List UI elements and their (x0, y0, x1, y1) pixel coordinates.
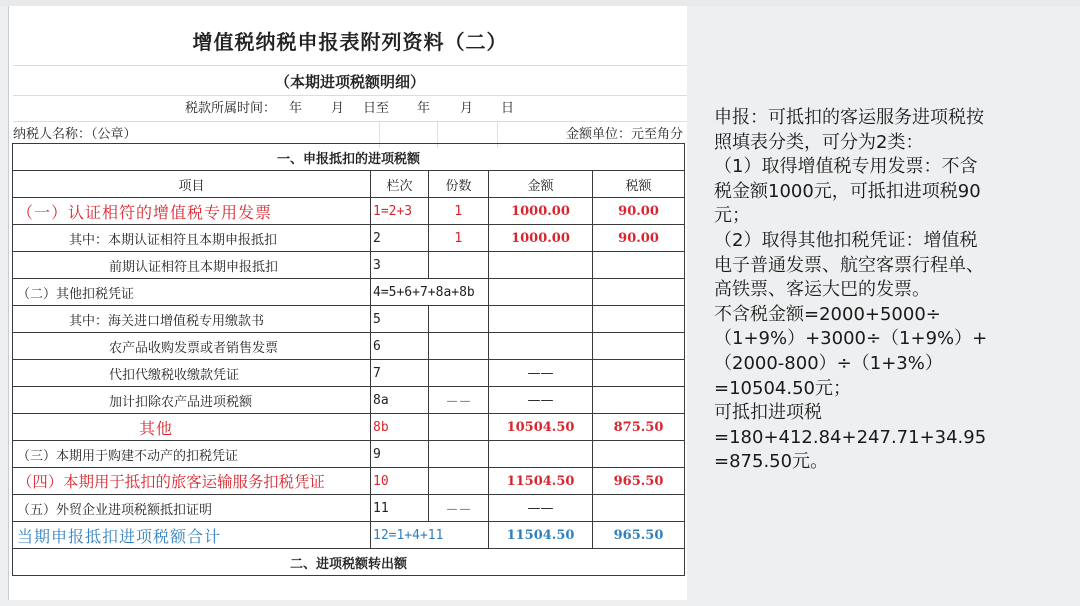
row-tax (593, 360, 685, 387)
row-item: 农产品收购发票或者销售发票 (13, 333, 371, 360)
table-row-total (13, 522, 685, 549)
row-tax (593, 279, 685, 306)
col-header-line: 栏次 (371, 171, 429, 198)
section-header-row (13, 144, 685, 171)
row-amount: —— (489, 387, 593, 414)
note-line: 照填表分类，可分为2类： (714, 131, 924, 153)
note-line: 申报：可抵扣的客运服务进项税按 (714, 107, 984, 128)
period-year-end: 年 (417, 101, 431, 116)
note-line: 高铁票、客运大巴的发票。 (714, 279, 930, 301)
row-item: （五）外贸企业进项税额抵扣证明 (13, 495, 371, 522)
note-line: （1）取得增值税专用发票：不含 (714, 156, 978, 178)
row-code: 6 (371, 333, 429, 360)
note-line: （2000-800）÷（1+3%） (714, 352, 943, 374)
row-tax: 875.50 (593, 414, 685, 441)
row-code: 11 (371, 495, 429, 522)
table-row (13, 333, 685, 360)
period-label: 税款所属时间： (185, 101, 277, 116)
note-line: （2）取得其他扣税凭证：增值税 (714, 229, 978, 251)
row-item: （三）本期用于购建不动产的扣税凭证 (13, 441, 371, 468)
table-row (13, 441, 685, 468)
note-line: 不含税金额=2000+5000÷ (714, 303, 941, 325)
row-code: 1=2+3 (371, 198, 429, 225)
table-row (13, 306, 685, 333)
row-tax (593, 495, 685, 522)
row-code: 10 (371, 468, 429, 495)
row-tax: 90.00 (593, 225, 685, 252)
row-count (429, 333, 489, 360)
row-code: 3 (371, 252, 429, 279)
row-amount: —— (489, 495, 593, 522)
col-header-tax: 税额 (593, 171, 685, 198)
row-count: －－ (429, 387, 489, 414)
row-amount (489, 333, 593, 360)
row-item: 代扣代缴税收缴款凭证 (13, 360, 371, 387)
row-code: 2 (371, 225, 429, 252)
row-code: 7 (371, 360, 429, 387)
row-item: （一）认证相符的增值税专用发票 (13, 198, 371, 225)
row-amount (489, 279, 593, 306)
row-count: 1 (429, 198, 489, 225)
row-item: 其中：本期认证相符且本期申报抵扣 (13, 225, 371, 252)
period-day-start: 日至 (363, 101, 390, 116)
form-title: 增值税纳税申报表附列资料（二） (13, 18, 687, 66)
table-row (13, 225, 685, 252)
section1-title: 一、申报抵扣的进项税额 (13, 144, 685, 171)
row-code: 9 (371, 441, 429, 468)
note-line: =180+412.84+247.71+34.95 (714, 426, 987, 448)
column-header-row (13, 171, 685, 198)
row-tax (593, 441, 685, 468)
table-row (13, 198, 685, 225)
row-item: 加计扣除农产品进项税额 (13, 387, 371, 414)
row-code: 4=5+6+7+8a+8b (371, 279, 489, 306)
form-subtitle: （本期进项税额明细） (13, 68, 687, 96)
row-item: 当期申报抵扣进项税额合计 (13, 522, 371, 549)
row-amount: 10504.50 (489, 414, 593, 441)
taxpayer-name-label: 纳税人名称：（公章） (13, 127, 137, 142)
col-header-item: 项目 (13, 171, 371, 198)
row-count: －－ (429, 495, 489, 522)
row-tax (593, 387, 685, 414)
table-row (13, 495, 685, 522)
row-item: （四）本期用于抵扣的旅客运输服务扣税凭证 (13, 468, 371, 495)
row-count (429, 306, 489, 333)
row-amount: 1000.00 (489, 198, 593, 225)
table-row (13, 414, 685, 441)
table-row (13, 279, 685, 306)
row-tax: 965.50 (593, 468, 685, 495)
note-line: 元； (714, 205, 750, 227)
note-line: （1+9%）+3000÷（1+9%）+ (714, 328, 988, 350)
row-tax (593, 306, 685, 333)
table-row (13, 387, 685, 414)
table-row (13, 360, 685, 387)
row-amount (489, 441, 593, 468)
explanation-notes (714, 106, 1054, 475)
row-amount (489, 306, 593, 333)
row-count (429, 414, 489, 441)
tax-period-line (13, 96, 687, 122)
table-row (13, 468, 685, 495)
row-code: 12=1+4+11 (371, 522, 489, 549)
row-tax (593, 252, 685, 279)
row-code: 8a (371, 387, 429, 414)
row-count (429, 468, 489, 495)
row-count (429, 360, 489, 387)
col-header-amount: 金额 (489, 171, 593, 198)
row-tax (593, 333, 685, 360)
period-year-start: 年 (289, 101, 303, 116)
period-month-end: 月 (460, 101, 474, 116)
input-tax-table (12, 143, 685, 576)
row-count: 1 (429, 225, 489, 252)
row-amount: —— (489, 360, 593, 387)
row-count (429, 252, 489, 279)
period-month-start: 月 (331, 101, 345, 116)
row-amount: 1000.00 (489, 225, 593, 252)
note-line: 电子普通发票、航空客票行程单、 (714, 254, 984, 276)
row-item: 其中：海关进口增值税专用缴款书 (13, 306, 371, 333)
table-row (13, 252, 685, 279)
row-item: 前期认证相符且本期申报抵扣 (13, 252, 371, 279)
row-tax: 965.50 (593, 522, 685, 549)
amount-unit-label: 金额单位：元至角分 (565, 127, 683, 142)
row-code: 8b (371, 414, 429, 441)
row-count (429, 441, 489, 468)
note-line: =10504.50元； (714, 377, 851, 399)
row-amount: 11504.50 (489, 522, 593, 549)
period-day-end: 日 (501, 101, 515, 116)
row-amount (489, 252, 593, 279)
section2-title: 二、进项税额转出额 (13, 549, 685, 576)
note-line: 可抵扣进项税 (714, 402, 822, 424)
row-code: 5 (371, 306, 429, 333)
section-header-row (13, 549, 685, 576)
note-line: =875.50元。 (714, 451, 829, 473)
col-header-count: 份数 (429, 171, 489, 198)
row-item: （二）其他扣税凭证 (13, 279, 371, 306)
row-item: 其他 (13, 414, 371, 441)
row-amount: 11504.50 (489, 468, 593, 495)
note-line: 税金额1000元，可抵扣进项税90 (714, 180, 981, 202)
row-tax: 90.00 (593, 198, 685, 225)
